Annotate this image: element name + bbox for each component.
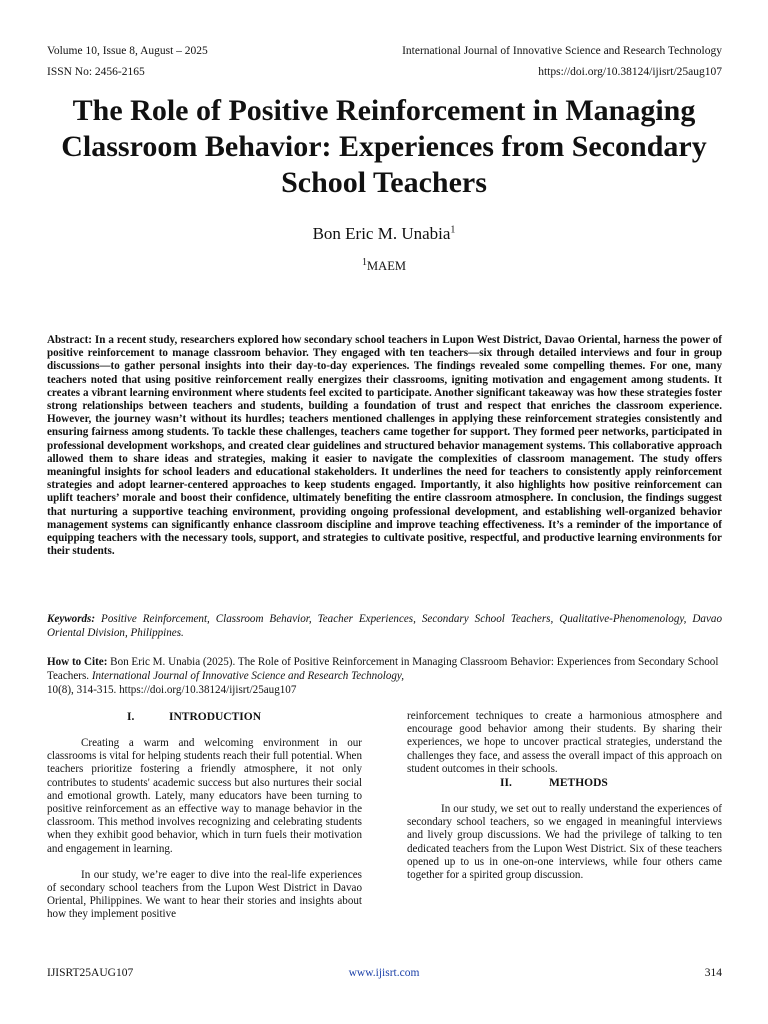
left-column: [47, 710, 362, 922]
intro-paragraph-1: Creating a warm and welcoming environment in our classrooms is vital for helping students reach their full potential. When teachers prioritize fostering a friendly atmosphere, it not only contributes to students' academic success but also nurtures their social and emotional growth. Lately, many educators have been turning to positive reinforcement as an effective way to manage behavior in the classroom. This method involves recognizing and celebrating students when they exhibit good behavior, which in turn fuels their motivation and engagement in learning.: [47, 737, 362, 855]
right-column: [407, 710, 722, 882]
abstract-label: Abstract:: [47, 334, 92, 346]
affiliation-text: MAEM: [367, 259, 406, 273]
author-sup: 1: [450, 224, 456, 236]
footer-site-link: [0, 966, 768, 980]
cite-journal: International Journal of Innovative Science and Research Technology,: [91, 669, 405, 682]
cite-ref[interactable]: 10(8), 314-315. https://doi.org/10.38124/ijisrt/25aug107: [47, 683, 297, 696]
issn: ISSN No: 2456-2165: [47, 66, 145, 78]
intro-paragraph-2: In our study, we’re eager to dive into the real-life experiences of secondary school teachers from the Lupon West District in Davao Oriental, Philippines. We want to hear their stories and insights about how they implement positive: [47, 868, 362, 921]
abstract: [47, 334, 722, 558]
abstract-text: In a recent study, researchers explored how secondary school teachers in Lupon West District, Davao Oriental, harness the power of positive reinforcement to manage classroom behavior. They engaged with ten teachers—six through detailed interviews and four in group discussions—to gather personal insights into their day-to-day experiences. The findings revealed some compelling themes. For one, many teachers noted that using positive reinforcement really energizes their classrooms, igniting motivation and engagement among students. It creates a vibrant learning environment where students feel excited to participate. Another significant takeaway was how these strategies foster strong relationships between teachers and students, building a foundation of trust and respect that enriches the classroom experience. However, the journey wasn’t without its hurdles; teachers mentioned challenges in applying these reinforcement strategies consistently and ensuring fairness among students. To tackle these challenges, teachers came together for support. They formed peer networks, participated in professional development workshops, and created clear guidelines and structured behavior management systems. This collaborative approach allowed them to share ideas and strategies, making it easier to navigate the complexities of classroom management. The study offers meaningful insights for school leaders and educational stakeholders. It underlines the need for teachers to consistently apply reinforcement strategies and adopt learner-centered approaches to keep students engaged. Importantly, it also highlights how positive reinforcement can uplift teachers’ morale and boost their confidence, ultimately benefiting the entire classroom atmosphere. In conclusion, the findings suggest that nurturing a supportive teaching environment, providing ongoing professional development, and establishing well-organized behavior management systems can significantly enhance classroom discipline and improve teaching effectiveness. It’s a reminder of the importance of equipping teachers with the necessary tools, support, and strategies to cultivate positive, respectful, and productive learning environments for their students.: [47, 334, 722, 558]
doi-link[interactable]: https://doi.org/10.38124/ijisrt/25aug107: [538, 66, 722, 78]
affiliation-sup: 1: [362, 256, 368, 268]
author-name: Bon Eric M. Unabia: [312, 224, 451, 243]
footer-site[interactable]: www.ijisrt.com: [348, 967, 420, 979]
section-heading-introduction: [47, 710, 362, 724]
author-line: [0, 224, 768, 244]
section-title: INTRODUCTION: [169, 711, 262, 723]
methods-paragraph-1: In our study, we set out to really understand the experiences of secondary school teachers, so we engaged in meaningful interviews and lively group discussions. We had the privilege of talking to ten dedicated teachers from the Lupon West District. Six of these teachers opened up to us in one-on-one interviews, while four others came together for a spirited group discussion.: [407, 803, 722, 882]
how-to-cite: [47, 656, 722, 697]
footer-code: IJISRT25AUG107: [47, 967, 134, 979]
volume-issue: Volume 10, Issue 8, August – 2025: [47, 45, 208, 57]
section-heading-methods: [407, 776, 722, 790]
section-number: II.: [500, 777, 512, 790]
affiliation: [0, 258, 768, 274]
section-title: METHODS: [549, 777, 608, 790]
cite-text: Bon Eric M. Unabia (2025). The Role of Positive Reinforcement in Managing Classroom Behavior: Experiences from Secondary School Teachers.: [47, 656, 719, 682]
page-number: 314: [704, 967, 722, 979]
cite-label: How to Cite:: [47, 656, 108, 668]
keywords: [47, 613, 722, 640]
keywords-text: Positive Reinforcement, Classroom Behavior, Teacher Experiences, Secondary School Teachers, Qualitative-Phenomenology, Davao Oriental Division, Philippines.: [47, 613, 722, 639]
keywords-label: Keywords:: [47, 613, 96, 625]
intro-paragraph-2-continued: reinforcement techniques to create a harmonious atmosphere and encourage good behavior among their students. By sharing their experiences, we hope to uncover practical strategies, understand the challenges they face, and assess the overall impact of this approach on student outcomes in their schools.: [407, 710, 722, 775]
paper-title: The Role of Positive Reinforcement in Managing Classroom Behavior: Experiences from Secondary School Teachers: [61, 94, 707, 199]
journal-name: International Journal of Innovative Science and Research Technology: [402, 45, 722, 57]
section-number: I.: [127, 711, 135, 723]
